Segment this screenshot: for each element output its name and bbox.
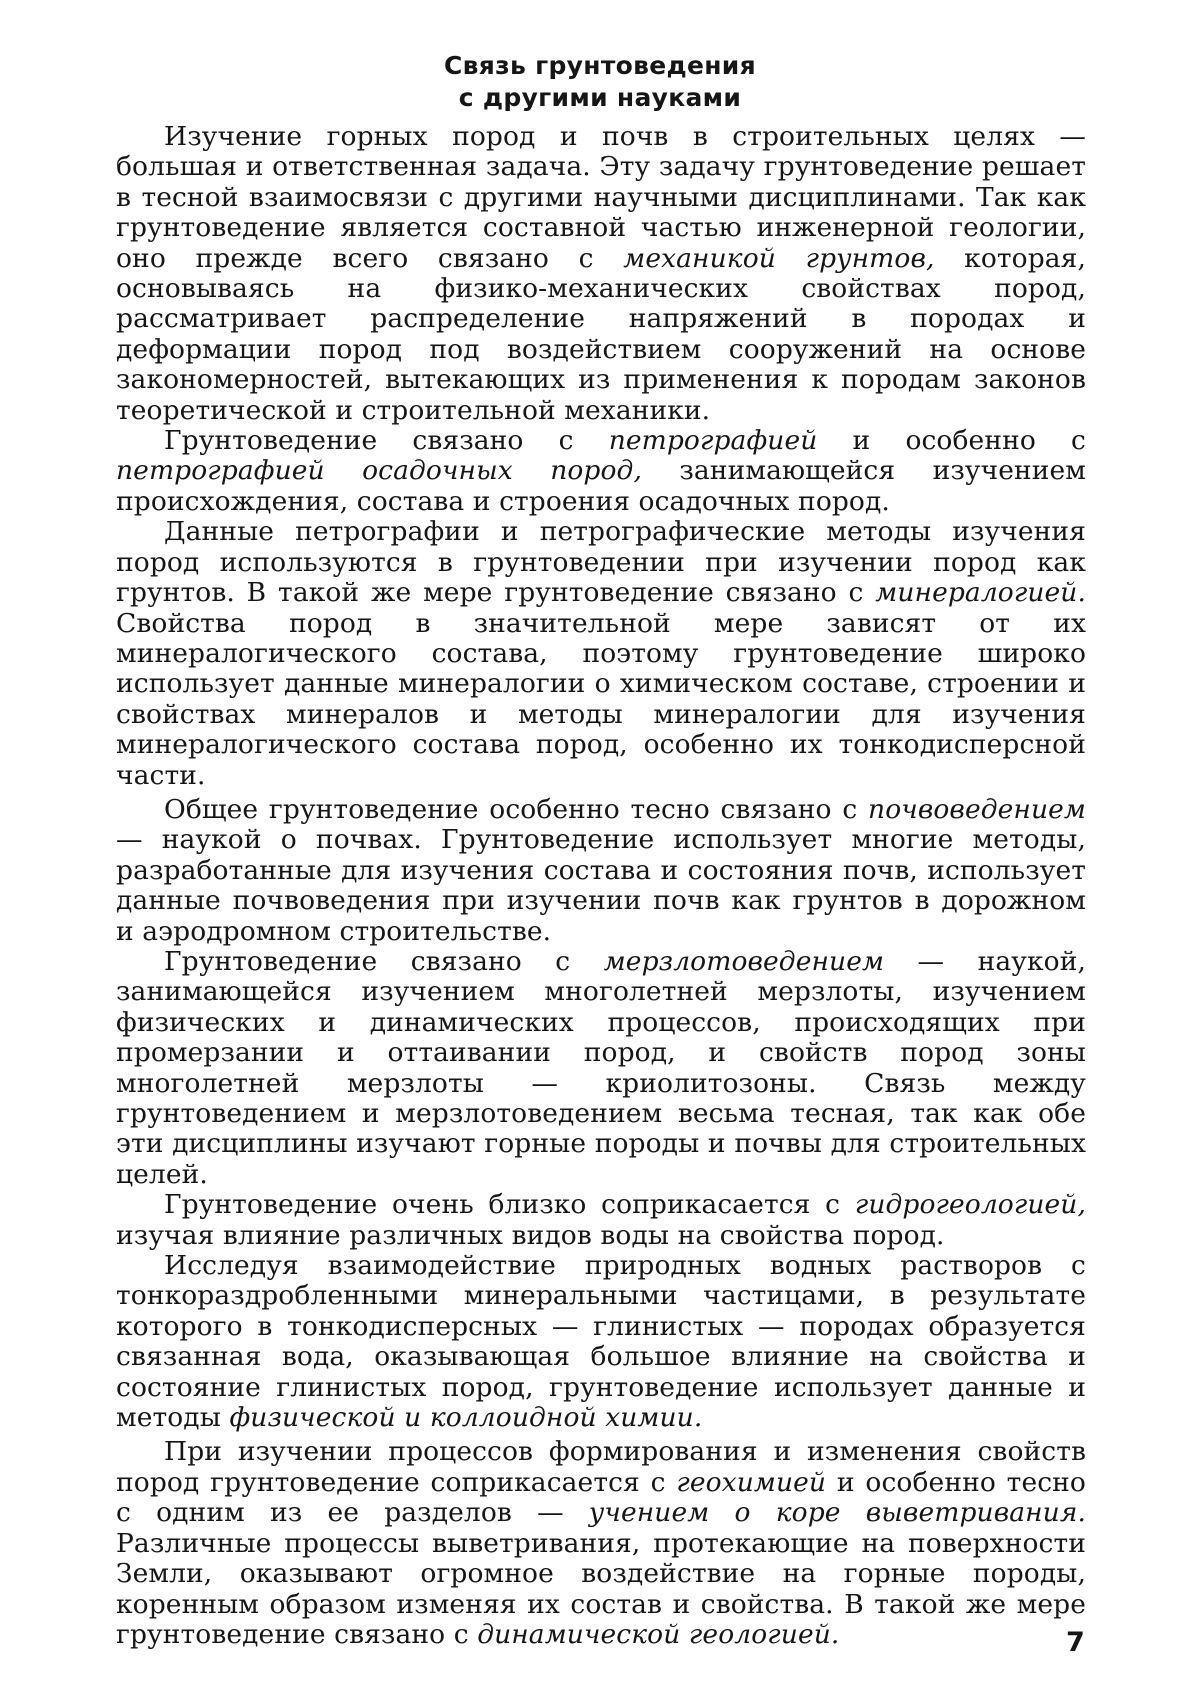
paragraph-6 [116,1190,1086,1251]
paragraph-4-text-2: — наукой о почвах. Грунтоведение использует многие методы, разработанные для изучения состава и состояния почв, использует данные почвоведения при изучении почв как грунтов в дорожном и аэродромном строительстве. [116,824,1086,947]
paragraph-2-text-3: занимающейся изучением происхождения, состава и строения осадочных пород. [116,455,1087,517]
paragraph-1 [116,122,1086,426]
paragraph-7-text-1: Исследуя взаимодействие природных водных растворов с тонкораздробленными минеральными частицами, в результате которого в тонкодисперсных — глинистых — породах образуется связанная вода, оказывающая большое влияние на свойства и состояние глинистых пород, грунтоведение использует данные и методы [116,1250,1086,1434]
paragraph-3-text-2: Свойства пород в значительной мере зависят от их минералогического состава, поэтому грунтоведение широко использует данные минералогии о химическом составе, строении и свойствах минералов и методы минералогии для изучения минералогического состава пород, особенно их тонкодисперсной части. [116,607,1086,791]
paragraph-3-text-1: Данные петрографии и петрографические методы изучения пород используются в грунтоведении при изучении пород как грунтов. В такой же мере грунтоведение связано с [116,516,1086,609]
paragraph-6-text-2: изучая влияние различных видов воды на свойства пород. [116,1219,945,1251]
paragraph-4 [116,795,1086,947]
paragraph-8-term-weathering-crust: учением о коре выветривания. [588,1497,1087,1529]
paragraph-5-text-1: Грунтоведение связано с [164,945,604,977]
paragraph-5 [116,947,1086,1190]
paragraph-8-text-3: Различные процессы выветривания, протекающие на поверхности Земли, оказывают огромное воздействие на горные породы, коренным образом изменяя их состав и свойства. В такой же мере грунтоведение связано с [116,1527,1086,1650]
paragraph-8-term-dynamic-geology: динамической геологией. [477,1618,840,1650]
paragraph-1-text-1: Изучение горных пород и почв в строительных целях — большая и ответственная задача. Эту задачу грунтоведение решает в тесной взаимосвязи с другими научными дисциплинами. Так как грунтоведение является составной частью инженерной геологии, оно прежде всего связано с [116,121,1086,274]
paragraph-7-term-physical-colloid-chemistry: физической и коллоидной химии. [229,1402,703,1434]
paragraph-2-text-2: и особенно с [817,425,1086,457]
section-heading-line-2: с другими науками [458,83,742,112]
paragraph-8-text-1: При изучении процессов формирования и изменения свойств пород грунтоведение соприкасается с [116,1436,1086,1498]
body-text [116,122,1086,1650]
paragraph-4-term-soil-science: почвоведением [868,793,1086,825]
paragraph-2 [116,426,1086,517]
page-number: 7 [1066,1627,1085,1658]
paragraph-5-term-permafrost-science: мерзлотоведением [603,945,885,977]
paragraph-8-term-geochemistry: геохимией [676,1466,827,1498]
paragraph-6-term-hydrogeology: гидрогеологией, [854,1189,1086,1221]
paragraph-8 [116,1437,1086,1650]
paragraph-7 [116,1251,1086,1433]
paragraph-2-term-petrography: петрографией [608,425,818,457]
paragraph-2-text-1: Грунтоведение связано с [164,425,609,457]
paragraph-8-text-2: и особенно тесно с одним из ее разделов — [116,1466,1086,1529]
section-heading-line-1: Связь грунтоведения [444,51,756,80]
paragraph-4-text-1: Общее грунтоведение особенно тесно связано с [164,793,869,825]
paragraph-2-term-sedimentary-petrography: петрографией осадочных пород, [116,455,642,487]
paragraph-1-text-2: которая, основываясь на физико-механических свойствах пород, рассматривает распределение напряжений в породах и деформации пород под воздействием сооружений на основе закономерностей, вытекающих из применения к породам законов теоретической и строительной механики. [116,242,1086,426]
paragraph-5-text-2: — наукой, занимающейся изучением многолетней мерзлоты, изучением физических и динамических процессов, происходящих при промерзании и оттаивании пород, и свойств пород зоны многолетней мерзлоты — криолитозоны. Связь между грунтоведением и мерзлотоведением весьма тесная, так как обе эти дисциплины изучают горные породы и почвы для строительных целей. [116,945,1086,1190]
paragraph-6-text-1: Грунтоведение очень близко соприкасается с [164,1189,855,1221]
paragraph-3-term-mineralogy: минералогией. [875,577,1086,609]
paragraph-3 [116,517,1086,791]
paragraph-1-term-soil-mechanics: механикой грунтов, [623,242,935,274]
